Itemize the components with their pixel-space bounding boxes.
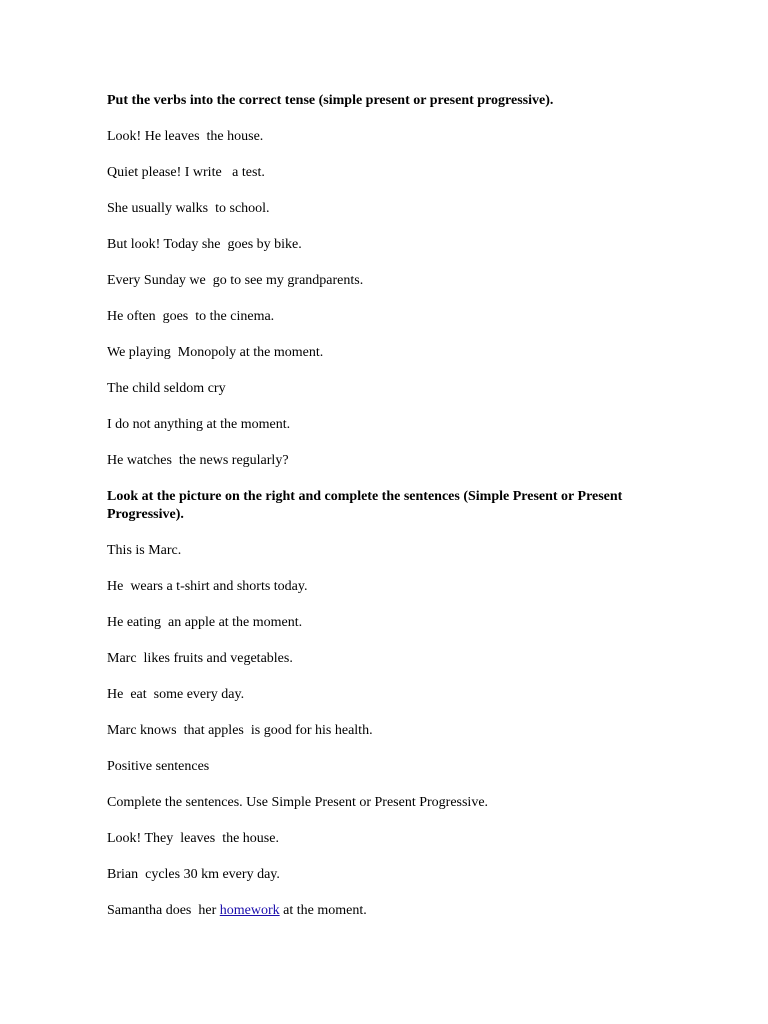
exercise-3-instruction: Complete the sentences. Use Simple Present or Present Progressive. bbox=[107, 795, 489, 810]
exercise-3-sentence-2: Brian cycles 30 km every day. bbox=[107, 867, 280, 882]
exercise-1-sentence-2: Quiet please! I write a test. bbox=[107, 165, 265, 180]
exercise-2-sentence-3: He eating an apple at the moment. bbox=[107, 615, 303, 630]
exercise-2-sentence-6: Marc knows that apples is good for his health. bbox=[107, 723, 373, 738]
exercise-1-sentence-10: He watches the news regularly? bbox=[107, 453, 289, 468]
document-body bbox=[107, 92, 667, 938]
exercise-2-sentence-1: This is Marc. bbox=[107, 543, 182, 558]
sentence-text-after: at the moment. bbox=[279, 903, 367, 918]
sentence-text-before: Samantha does her bbox=[107, 903, 220, 918]
exercise-1-sentence-9: I do not anything at the moment. bbox=[107, 417, 291, 432]
exercise-3-sentence-3 bbox=[107, 902, 667, 920]
exercise-1-sentence-7: We playing Monopoly at the moment. bbox=[107, 345, 324, 360]
exercise-1-sentence-8: The child seldom cry bbox=[107, 381, 226, 396]
exercise-1-sentence-3: She usually walks to school. bbox=[107, 201, 270, 216]
exercise-2-sentence-5: He eat some every day. bbox=[107, 687, 245, 702]
exercise-1-sentence-4: But look! Today she goes by bike. bbox=[107, 237, 302, 252]
exercise-1-sentence-1: Look! He leaves the house. bbox=[107, 129, 264, 144]
exercise-3-heading: Positive sentences bbox=[107, 759, 210, 774]
exercise-1-sentence-6: He often goes to the cinema. bbox=[107, 309, 275, 324]
exercise-1-heading: Put the verbs into the correct tense (simple present or present progressive). bbox=[107, 93, 554, 108]
exercise-2-sentence-2: He wears a t-shirt and shorts today. bbox=[107, 579, 308, 594]
exercise-3-sentence-1: Look! They leaves the house. bbox=[107, 831, 279, 846]
exercise-2-sentence-4: Marc likes fruits and vegetables. bbox=[107, 651, 293, 666]
exercise-1-sentence-5: Every Sunday we go to see my grandparents. bbox=[107, 273, 364, 288]
homework-link[interactable]: homework bbox=[219, 903, 280, 918]
exercise-2-heading: Look at the picture on the right and complete the sentences (Simple Present or Present Progressive). bbox=[107, 489, 623, 522]
